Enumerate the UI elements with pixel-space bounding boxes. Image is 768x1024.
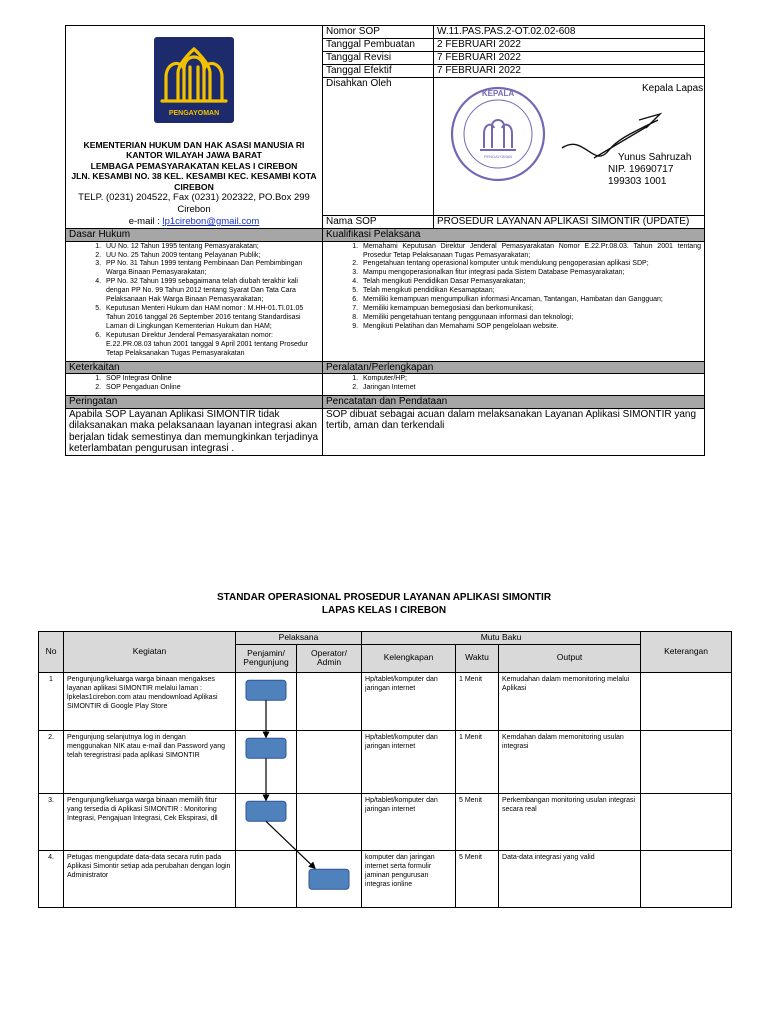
org-block [66, 26, 323, 229]
flow-operator [297, 730, 362, 793]
section-header-pencatatan: Pencatatan dan Pendataan [323, 396, 705, 409]
svg-text:PENGAYOMAN: PENGAYOMAN [168, 110, 220, 117]
row-output: Kemudahan dalam memonitoring melalui Aplikasi [499, 672, 641, 730]
col-header-no: No [39, 632, 64, 673]
list-item: 1. SOP Integrasi Online [103, 375, 319, 384]
sop-title [0, 592, 768, 617]
row-waktu: 5 Menit [456, 793, 499, 850]
row-output: Kemdahan dalam memonitoring usulan integrasi [499, 730, 641, 793]
list-item: 2. Jaringan Internet [360, 384, 701, 393]
dasar-hukum-list [66, 241, 323, 361]
col-header-operator: Operator/ Admin [297, 644, 362, 672]
nama-sop-value: PROSEDUR LAYANAN APLIKASI SIMONTIR (UPDATE) [434, 216, 705, 229]
meta-label: Nomor SOP [323, 26, 434, 39]
col-header-pelaksana: Pelaksana [236, 632, 362, 645]
pengayoman-logo-icon [154, 37, 234, 123]
org-ministry: KEMENTERIAN HUKUM DAN HAK ASASI MANUSIA RI [83, 140, 305, 150]
col-header-penjamin: Penjamin/ Pengunjung [236, 644, 297, 672]
pencatatan-text: SOP dibuat sebagai acuan dalam melaksanakan Layanan Aplikasi SIMONTIR yang tertib, aman dan terkendali [323, 408, 705, 455]
row-keterangan [641, 672, 732, 730]
row-kelengkapan: Hp/tablet/komputer dan jaringan internet [362, 730, 456, 793]
flow-operator [297, 672, 362, 730]
list-item: 2. Pengetahuan tentang operasional komputer untuk mendukung pengoperasian aplikasi SDP; [360, 260, 701, 269]
sop-process-table [38, 631, 732, 908]
section-header-peralatan: Peralatan/Perlengkapan [323, 361, 705, 374]
list-item: 4. Telah mengikuti Pendidikan Dasar Pemasyarakatan; [360, 278, 701, 287]
table-row [39, 730, 732, 793]
org-institution: LEMBAGA PEMASYARAKATAN KELAS I CIREBON [90, 160, 298, 171]
svg-text:PENGAYOMAN: PENGAYOMAN [483, 154, 513, 159]
list-item: 8. Memiliki pengetahuan tentang penggunaan informasi dan teknologi; [360, 314, 701, 323]
list-item: 7. Memiliki kemampuan bernegosiasi dan berkomunikasi; [360, 305, 701, 314]
list-item: 2. SOP Pengaduan Online [103, 384, 319, 393]
col-header-kegiatan: Kegiatan [64, 632, 236, 673]
row-kelengkapan: Hp/tablet/komputer dan jaringan internet [362, 672, 456, 730]
flow-operator [297, 793, 362, 850]
sop-title-line2: LAPAS KELAS I CIREBON [321, 604, 447, 616]
row-kegiatan: Pengunjung/keluarga warga binaan mengakses layanan aplikasi SIMONTIR melalui laman : lpkelas1cirebon.com atau mendownload Aplikasi SIMONTIR di Google Play Store [64, 672, 236, 730]
list-item: 9. Mengikuti Pelatihan dan Memahami SOP pengelolaan website. [360, 323, 701, 332]
list-item: 5. Telah mengikuti pendidikan Kesamaptaan; [360, 287, 701, 296]
section-header-kualifikasi: Kualifikasi Pelaksana [323, 229, 705, 242]
row-keterangan [641, 793, 732, 850]
org-phone: TELP. (0231) 204522, Fax (0231) 202322, PO.Box 299 Cirebon [78, 192, 310, 216]
row-kegiatan: Petugas mengupdate data-data secara rutin pada Aplikasi Simontir setiap ada perubahan dengan login Administrator [64, 850, 236, 907]
peralatan-list [323, 374, 705, 396]
meta-value: 7 FEBRUARI 2022 [434, 52, 705, 65]
row-waktu: 5 Menit [456, 850, 499, 907]
list-item: 2. UU No. 25 Tahun 2009 tentang Pelayanan Publik; [103, 252, 319, 261]
sop-header-table [65, 25, 705, 456]
row-number: 2. [39, 730, 64, 793]
row-number: 1 [39, 672, 64, 730]
approval-area [434, 78, 705, 216]
list-item: 3. PP No. 31 Tahun 1999 tentang Pembinaan Dan Pembimbingan Warga Binaan Pemasyarakatan; [103, 260, 319, 278]
list-item: 1. Komputer/HP; [360, 375, 701, 384]
approval-stamp-signature [434, 78, 705, 215]
meta-value: 7 FEBRUARI 2022 [434, 65, 705, 78]
row-output: Data-data integrasi yang valid [499, 850, 641, 907]
flow-penjamin [236, 672, 297, 730]
list-item: 3. Mampu mengoperasionalkan fitur integrasi pada Sistem Database Pemasyarakatan; [360, 269, 701, 278]
table-row [39, 793, 732, 850]
list-item: 1. UU No. 12 Tahun 1995 tentang Pemasyarakatan; [103, 243, 319, 252]
section-header-peringatan: Peringatan [66, 396, 323, 409]
row-number: 4. [39, 850, 64, 907]
table-row [39, 672, 732, 730]
row-kegiatan: Pengunjung/keluarga warga binaan memilih fitur yang tersedia di Aplikasi SIMONTIR : Monitoring Integrasi, Pengajuan Integrasi, Cek Ekspirasi, dll [64, 793, 236, 850]
col-header-keterangan: Keterangan [641, 632, 732, 673]
kualifikasi-list [323, 241, 705, 361]
list-item: 6. Keputusan Direktur Jenderal Pemasyarakatan nomor: E.22.PR.08.03 tahun 2001 tanggal 9 April 2001 tentang Prosedur Tetap Pelaksanakan Tugas Pemasyarakatan [103, 332, 319, 359]
section-header-keterkaitan: Keterkaitan [66, 361, 323, 374]
meta-label: Tanggal Revisi [323, 52, 434, 65]
row-keterangan [641, 730, 732, 793]
org-email-link[interactable]: lp1cirebon@gmail.com [162, 216, 260, 228]
flow-penjamin [236, 850, 297, 907]
row-kegiatan: Pengunjung selanjutnya log in dengan menggunakan NIK atau e-mail dan Password yang telah teregristrasi pada aplikasi SIMONTIR [64, 730, 236, 793]
org-email-line: e-mail : lp1cirebon@gmail.com [128, 216, 260, 228]
col-header-mutu-baku: Mutu Baku [362, 632, 641, 645]
list-item: 6. Memiliki kemampuan mengumpulkan informasi Ancaman, Tantangan, Hambatan dan Gangguan; [360, 296, 701, 305]
flow-penjamin [236, 793, 297, 850]
meta-value: 2 FEBRUARI 2022 [434, 39, 705, 52]
row-kelengkapan: Hp/tablet/komputer dan jaringan internet [362, 793, 456, 850]
row-number: 3. [39, 793, 64, 850]
org-regional-office: KANTOR WILAYAH JAWA BARAT [126, 150, 262, 161]
disahkan-label: Disahkan Oleh [323, 78, 434, 216]
col-header-kelengkapan: Kelengkapan [362, 644, 456, 672]
meta-label: Tanggal Pembuatan [323, 39, 434, 52]
flow-penjamin [236, 730, 297, 793]
keterkaitan-list [66, 374, 323, 396]
approver-name: Yunus Sahruzah [618, 152, 692, 163]
peringatan-text: Apabila SOP Layanan Aplikasi SIMONTIR tidak dilaksanakan maka pelaksanaan layanan integrasi akan berjalan tidak semestinya dan memungkinkan terjadinya keterlambatan pengurusan integrasi . [66, 408, 323, 455]
meta-label: Tanggal Efektif [323, 65, 434, 78]
nama-sop-label: Nama SOP [323, 216, 434, 229]
approver-title: Kepala Lapas [642, 83, 704, 94]
table-row [39, 850, 732, 907]
col-header-waktu: Waktu [456, 644, 499, 672]
section-header-dasar-hukum: Dasar Hukum [66, 229, 323, 242]
approver-nip: NIP. 19690717 199303 1001 [608, 164, 674, 187]
list-item: 1. Memahami Keputusan Direktur Jenderal Pemasyarakatan Nomor E.22.Pr.08.03. Tahun 2001 tentang Prosedur Tetap Pelaksanaan Tugas Pemasyarakatan; [360, 243, 701, 261]
row-output: Perkembangan monitoring usulan integrasi secara real [499, 793, 641, 850]
sop-title-line1: STANDAR OPERASIONAL PROSEDUR LAYANAN APLIKASI SIMONTIR [216, 592, 552, 603]
row-waktu: 1 Menit [456, 672, 499, 730]
org-address: JLN. KESAMBI NO. 38 KEL. KESAMBI KEC. KESAMBI KOTA CIREBON [71, 171, 317, 192]
row-waktu: 1 Menit [456, 730, 499, 793]
meta-value: W.11.PAS.PAS.2-OT.02.02-608 [434, 26, 705, 39]
col-header-output: Output [499, 644, 641, 672]
row-keterangan [641, 850, 732, 907]
list-item: 4. PP No. 32 Tahun 1999 sebagaimana telah diubah terakhir kali dengan PP No. 99 Tahun 2012 tentang Syarat Dan Tata Cara Pelaksanaan Hak Warga Binaan Pemasyarakatan; [103, 278, 319, 305]
row-kelengkapan: komputer dan jaringan internet serta formulir jaminan pengurusan integras ionline [362, 850, 456, 907]
flow-operator [297, 850, 362, 907]
list-item: 5. Keputusan Menteri Hukum dan HAM nomor : M.HH-01.TI.01.05 Tahun 2016 tanggal 26 September 2016 tentang Standardisasi Laman di Lingkungan Kementerian Hukum dan HAM; [103, 305, 319, 332]
official-stamp-icon [452, 88, 544, 180]
svg-text:KEPALA: KEPALA [481, 89, 515, 98]
